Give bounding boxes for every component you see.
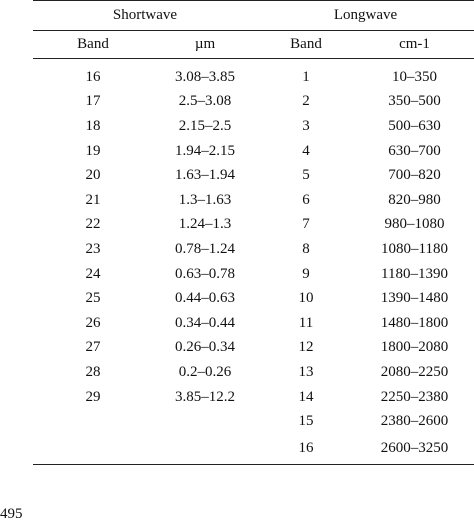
longwave-band-cell: 2 bbox=[302, 93, 310, 110]
shortwave-band-cell: 25 bbox=[85, 290, 101, 307]
shortwave-band-cell: 21 bbox=[85, 191, 101, 208]
shortwave-band-cell: 28 bbox=[85, 363, 101, 380]
table-row bbox=[33, 163, 474, 188]
shortwave-band-cell: 26 bbox=[85, 314, 101, 331]
longwave-band-cell: 16 bbox=[257, 434, 355, 465]
shortwave-wavelength-cell: 2.5–3.08 bbox=[178, 93, 232, 110]
shortwave-band-cell: 19 bbox=[85, 142, 101, 159]
band-table bbox=[33, 0, 474, 465]
longwave-wavenumber-cell: 980–1080 bbox=[384, 216, 445, 233]
shortwave-wavelength-cell: 0.26–0.34 bbox=[175, 339, 235, 356]
longwave-wavenumber-cell: 2600–3250 bbox=[355, 434, 474, 465]
shortwave-wavelength-cell: 0.2–0.26 bbox=[178, 363, 232, 380]
longwave-wavenumber-cell: 2380–2600 bbox=[380, 413, 449, 430]
shortwave-band-cell: 24 bbox=[85, 265, 101, 282]
shortwave-wavelength-cell bbox=[153, 409, 257, 434]
column-header-shortwave-band: Band bbox=[33, 31, 153, 59]
shortwave-band-cell bbox=[33, 409, 153, 434]
table-row bbox=[33, 59, 474, 90]
longwave-band-cell: 12 bbox=[298, 339, 314, 356]
table-row bbox=[33, 262, 474, 287]
longwave-wavenumber-cell: 630–700 bbox=[388, 142, 441, 159]
table-row bbox=[33, 139, 474, 164]
shortwave-wavelength-cell bbox=[153, 434, 257, 465]
shortwave-band-cell: 22 bbox=[85, 216, 101, 233]
longwave-band-cell: 11 bbox=[298, 314, 314, 331]
shortwave-wavelength-cell: 1.24–1.3 bbox=[178, 216, 232, 233]
shortwave-band-cell: 18 bbox=[85, 117, 101, 134]
shortwave-wavelength-cell: 0.78–1.24 bbox=[175, 240, 235, 257]
table-row bbox=[33, 286, 474, 311]
table-row bbox=[33, 385, 474, 410]
column-header-longwave-band: Band bbox=[257, 31, 355, 59]
shortwave-wavelength-cell: 2.15–2.5 bbox=[178, 117, 232, 134]
shortwave-band-cell: 29 bbox=[85, 388, 101, 405]
table-row bbox=[33, 213, 474, 238]
table-row bbox=[33, 188, 474, 213]
longwave-band-cell: 8 bbox=[302, 240, 310, 257]
longwave-band-cell: 3 bbox=[302, 117, 310, 134]
longwave-wavenumber-cell: 820–980 bbox=[388, 191, 441, 208]
column-header-longwave-wavenumber: cm-1 bbox=[355, 31, 474, 59]
table-row bbox=[33, 237, 474, 262]
longwave-group-header: Longwave bbox=[257, 0, 474, 31]
longwave-wavenumber-cell: 1480–1800 bbox=[380, 314, 449, 331]
shortwave-wavelength-cell: 0.63–0.78 bbox=[175, 265, 235, 282]
page-number: 495 bbox=[0, 506, 23, 522]
longwave-band-cell: 6 bbox=[302, 191, 310, 208]
shortwave-group-header: Shortwave bbox=[33, 0, 257, 31]
longwave-band-cell: 15 bbox=[298, 413, 314, 430]
column-header-row bbox=[33, 31, 474, 59]
longwave-band-cell: 7 bbox=[302, 216, 310, 233]
table-row bbox=[33, 434, 474, 465]
table-row bbox=[33, 360, 474, 385]
shortwave-wavelength-cell: 0.44–0.63 bbox=[175, 290, 235, 307]
table-row bbox=[33, 336, 474, 361]
shortwave-wavelength-cell: 1.3–1.63 bbox=[178, 191, 232, 208]
shortwave-wavelength-cell: 0.34–0.44 bbox=[175, 314, 235, 331]
longwave-wavenumber-cell: 1180–1390 bbox=[381, 265, 448, 282]
longwave-band-cell: 14 bbox=[298, 388, 314, 405]
table-row bbox=[33, 114, 474, 139]
longwave-wavenumber-cell: 2080–2250 bbox=[380, 363, 449, 380]
longwave-wavenumber-cell: 1390–1480 bbox=[380, 290, 449, 307]
longwave-band-cell: 4 bbox=[302, 142, 310, 159]
longwave-band-cell: 9 bbox=[302, 265, 310, 282]
longwave-wavenumber-cell: 2250–2380 bbox=[380, 388, 449, 405]
shortwave-band-cell bbox=[33, 434, 153, 465]
longwave-wavenumber-cell: 350–500 bbox=[388, 93, 441, 110]
longwave-wavenumber-cell: 700–820 bbox=[388, 167, 441, 184]
shortwave-band-cell: 23 bbox=[85, 240, 101, 257]
longwave-wavenumber-cell: 1800–2080 bbox=[380, 339, 449, 356]
shortwave-wavelength-cell: 1.94–2.15 bbox=[175, 142, 235, 159]
longwave-wavenumber-cell: 1080–1180 bbox=[381, 240, 448, 257]
longwave-band-cell: 5 bbox=[302, 167, 310, 184]
shortwave-band-cell: 20 bbox=[85, 167, 101, 184]
shortwave-wavelength-cell: 3.85–12.2 bbox=[175, 388, 235, 405]
table-row bbox=[33, 409, 474, 434]
longwave-band-cell: 13 bbox=[298, 363, 314, 380]
longwave-wavenumber-cell: 500–630 bbox=[388, 117, 441, 134]
column-header-shortwave-wavelength: µm bbox=[153, 31, 257, 59]
table-body bbox=[33, 59, 474, 465]
shortwave-band-cell: 27 bbox=[85, 339, 101, 356]
group-header-row bbox=[33, 0, 474, 31]
table-row bbox=[33, 311, 474, 336]
longwave-band-cell: 1 bbox=[302, 68, 310, 85]
shortwave-wavelength-cell: 3.08–3.85 bbox=[175, 68, 235, 85]
longwave-wavenumber-cell: 10–350 bbox=[392, 68, 437, 85]
shortwave-band-cell: 16 bbox=[85, 68, 101, 85]
shortwave-band-cell: 17 bbox=[85, 93, 101, 110]
table-row bbox=[33, 90, 474, 115]
band-table-container bbox=[33, 0, 474, 465]
shortwave-wavelength-cell: 1.63–1.94 bbox=[175, 167, 235, 184]
longwave-band-cell: 10 bbox=[298, 290, 314, 307]
